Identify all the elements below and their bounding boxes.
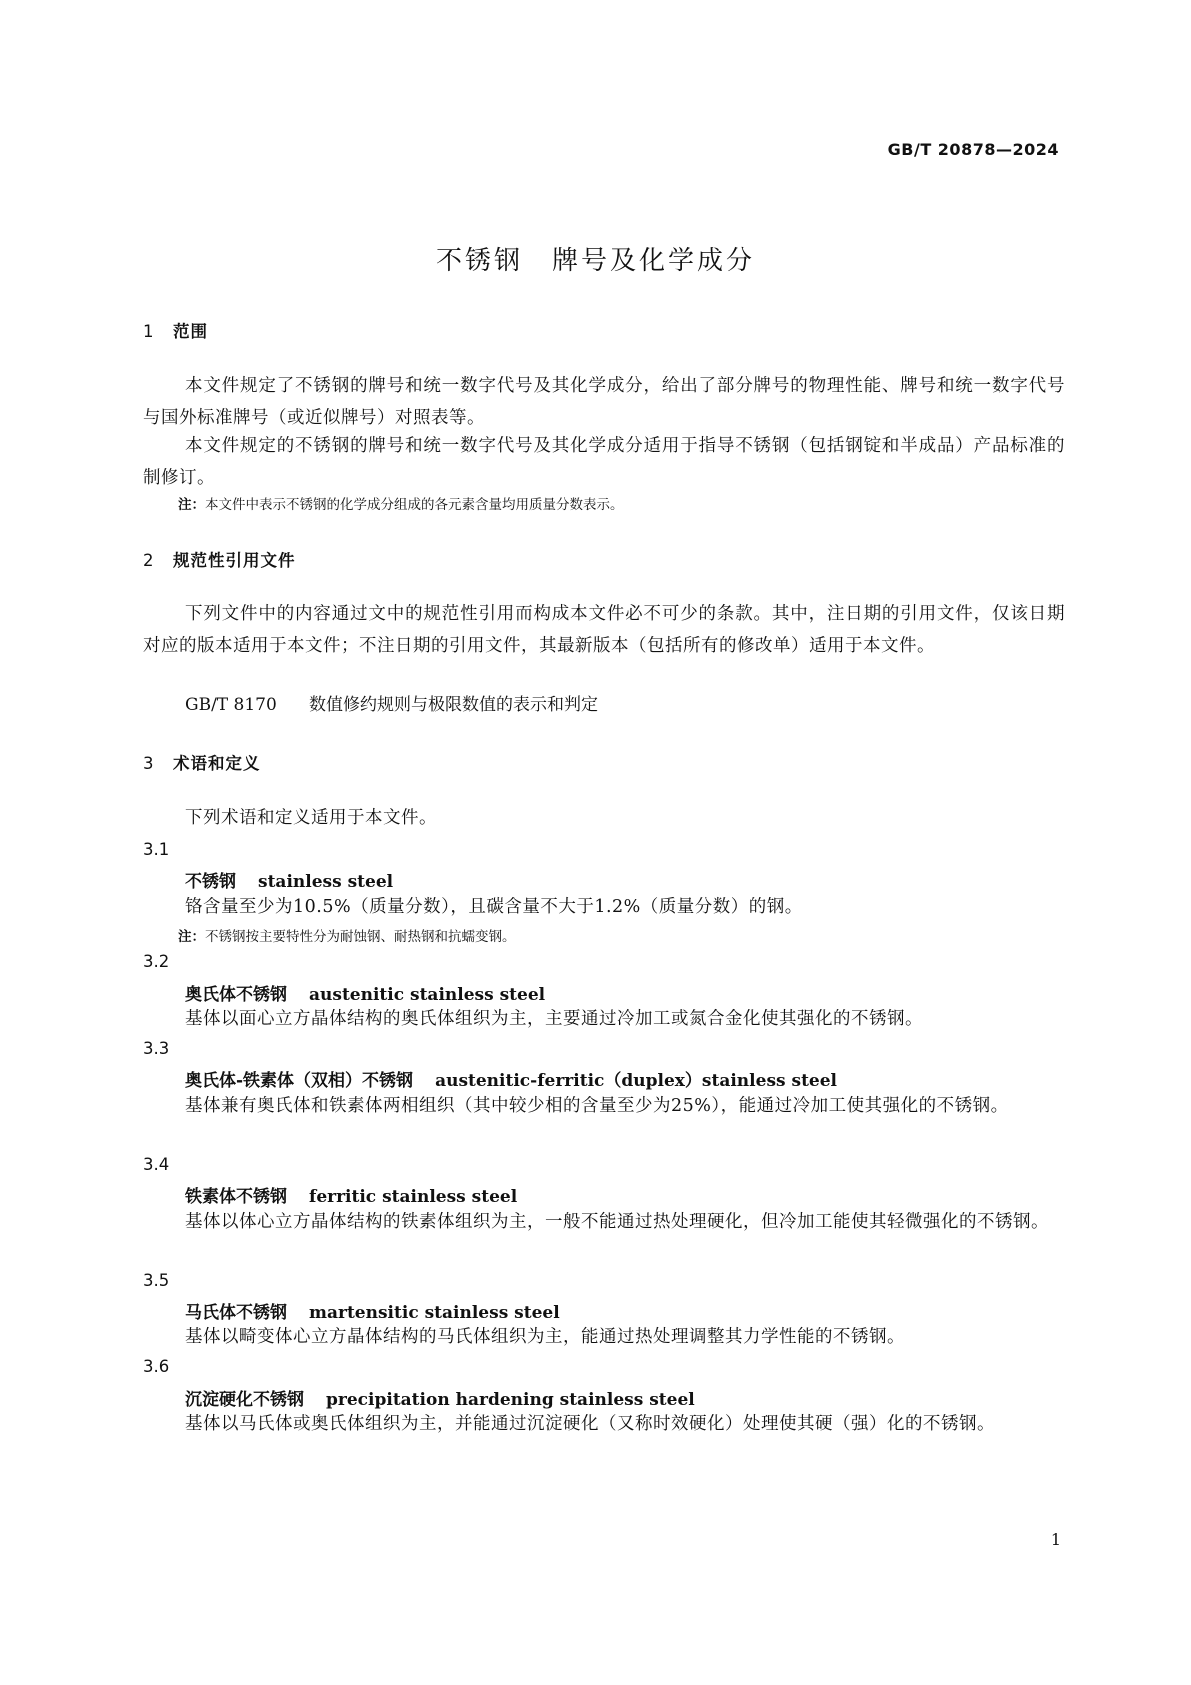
term-en: austenitic-ferritic（duplex）stainless steel: [435, 1071, 838, 1091]
term-zh: 奥氏体-铁素体（双相）不锈钢: [185, 1071, 414, 1091]
term-number: 3.4: [143, 1155, 170, 1174]
term-zh: 不锈钢: [185, 872, 236, 892]
term-number: 3.6: [143, 1357, 170, 1376]
term-heading: [185, 1298, 560, 1323]
section-title: 术语和定义: [173, 754, 261, 773]
term-definition: 基体以面心立方晶体结构的奥氏体组织为主，主要通过冷加工或氮合金化使其强化的不锈钢。: [185, 1009, 923, 1029]
term-heading: [185, 867, 393, 892]
term-number: 3.5: [143, 1271, 170, 1290]
terms-intro: 下列术语和定义适用于本文件。: [185, 808, 437, 828]
scope-paragraph-1: 本文件规定了不锈钢的牌号和统一数字代号及其化学成分，给出了部分牌号的物理性能、牌号和统一数字代号与国外标准牌号（或近似牌号）对照表等。: [143, 376, 1065, 428]
term-number: 3.3: [143, 1039, 170, 1058]
term-heading: [185, 1182, 517, 1207]
scope-note: [178, 493, 624, 513]
reference-item: [185, 690, 598, 715]
term-en: austenitic stainless steel: [309, 985, 546, 1005]
note-label: 注：: [178, 929, 205, 945]
term-en: martensitic stainless steel: [309, 1303, 560, 1323]
term-en: precipitation hardening stainless steel: [326, 1390, 695, 1410]
section-title: 范围: [173, 322, 208, 341]
section-title: 规范性引用文件: [173, 551, 296, 570]
section-heading-scope: [143, 318, 208, 342]
section-heading-terms: [143, 750, 261, 774]
note-text: 不锈钢按主要特性分为耐蚀钢、耐热钢和抗蠕变钢。: [205, 929, 516, 945]
term-heading: [185, 980, 545, 1005]
section-number: 1: [143, 322, 155, 341]
note-label: 注：: [178, 497, 205, 513]
term-en: ferritic stainless steel: [309, 1187, 518, 1207]
term-en: stainless steel: [258, 872, 394, 892]
term-definition: 基体兼有奥氏体和铁素体两相组织（其中较少相的含量至少为25%），能通过冷加工使其强化的不锈钢。: [185, 1096, 1009, 1116]
reference-code: GB/T 8170: [185, 695, 277, 715]
document-title: 不锈钢 牌号及化学成分: [435, 246, 755, 276]
term-definition: 基体以畸变体心立方晶体结构的马氏体组织为主，能通过热处理调整其力学性能的不锈钢。: [185, 1327, 905, 1347]
section-number: 3: [143, 754, 155, 773]
section-heading-refs: [143, 547, 296, 571]
term-zh: 铁素体不锈钢: [185, 1187, 287, 1207]
term-definition: 基体以马氏体或奥氏体组织为主，并能通过沉淀硬化（又称时效硬化）处理使其硬（强）化的不锈钢。: [185, 1414, 995, 1434]
note-text: 本文件中表示不锈钢的化学成分组成的各元素含量均用质量分数表示。: [205, 497, 624, 513]
term-number: 3.2: [143, 952, 170, 971]
term-heading: [185, 1066, 837, 1091]
term-number: 3.1: [143, 840, 170, 859]
term-definition: 铬含量至少为10.5%（质量分数），且碳含量不大于1.2%（质量分数）的钢。: [185, 897, 803, 917]
refs-paragraph: 下列文件中的内容通过文中的规范性引用而构成本文件必不可少的条款。其中，注日期的引用文件，仅该日期对应的版本适用于本文件；不注日期的引用文件，其最新版本（包括所有的修改单）适用于本文件。: [143, 604, 1065, 656]
term-zh: 沉淀硬化不锈钢: [185, 1390, 304, 1410]
scope-paragraph-2: 本文件规定的不锈钢的牌号和统一数字代号及其化学成分适用于指导不锈钢（包括钢锭和半成品）产品标准的制修订。: [143, 436, 1065, 488]
term-heading: [185, 1385, 695, 1410]
page-number: 1: [1050, 1530, 1061, 1549]
standard-number: GB/T 20878—2024: [887, 140, 1059, 159]
term-note: [178, 925, 516, 945]
term-zh: 马氏体不锈钢: [185, 1303, 287, 1323]
reference-title: 数值修约规则与极限数值的表示和判定: [309, 695, 598, 715]
section-number: 2: [143, 551, 155, 570]
term-zh: 奥氏体不锈钢: [185, 985, 287, 1005]
term-definition: 基体以体心立方晶体结构的铁素体组织为主，一般不能通过热处理硬化，但冷加工能使其轻微强化的不锈钢。: [185, 1212, 1049, 1232]
